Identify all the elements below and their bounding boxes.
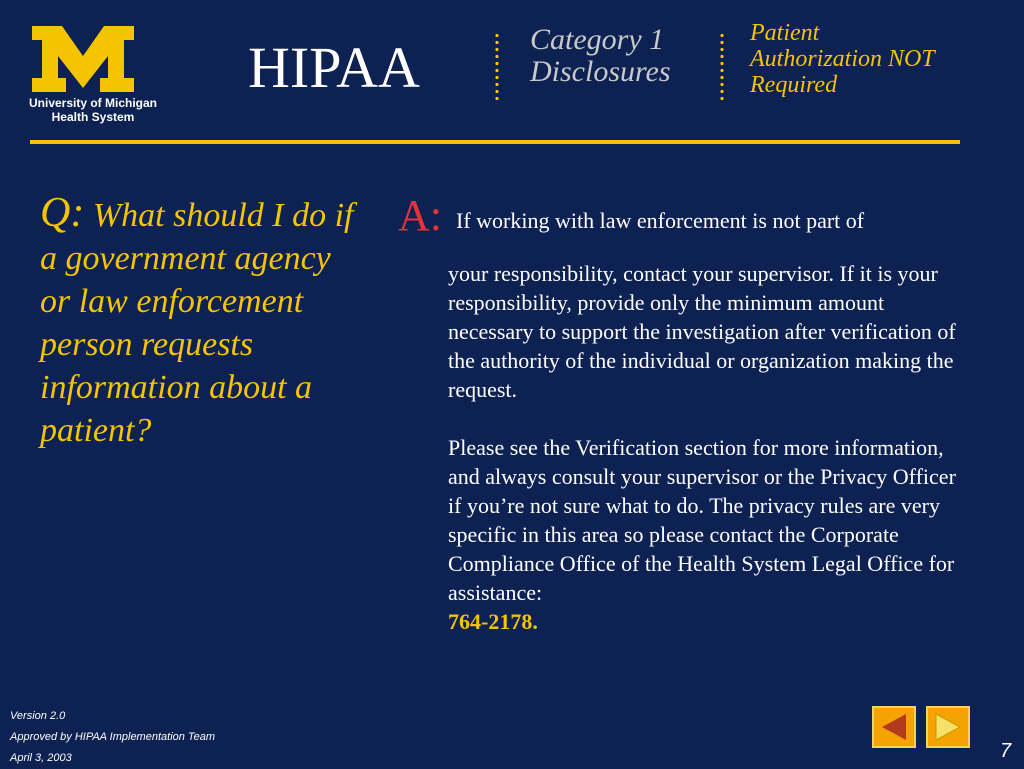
category-line-2: Disclosures <box>530 55 671 88</box>
answer-first-line: If working with law enforcement is not part of <box>456 208 865 233</box>
category-line-1: Category 1 <box>530 23 665 56</box>
footer-version: Version 2.0 <box>10 710 66 722</box>
dotted-divider <box>495 32 499 104</box>
patient-note-line-2: Authorization NOT <box>750 46 935 72</box>
category-heading <box>530 24 671 88</box>
page-title: HIPAA <box>248 35 420 100</box>
question-text: What should I do if a government agency or law enforcement person requests information about a patient? <box>40 197 354 449</box>
umich-logo <box>28 26 158 124</box>
block-m-logo-icon <box>28 26 138 92</box>
page-number: 7 <box>1000 740 1012 762</box>
dotted-divider <box>720 32 724 104</box>
patient-authorization-note <box>750 20 935 98</box>
previous-slide-button[interactable] <box>872 706 916 748</box>
patient-note-line-3: Required <box>750 72 838 98</box>
question-label: Q: <box>40 190 85 236</box>
answer-paragraph-1: your responsibility, contact your supervisor. If it is your responsibility, provide only the minimum amount necessary to support the investigation after verification of the authority of the individual or organization making the request. <box>448 261 956 402</box>
triangle-right-icon <box>928 708 968 746</box>
footer <box>10 706 215 769</box>
footer-approved: Approved by HIPAA Implementation Team <box>10 731 216 743</box>
triangle-left-icon <box>874 708 914 746</box>
patient-note-line-1: Patient <box>750 20 820 46</box>
contact-phone: 764-2178. <box>448 609 538 634</box>
footer-date: April 3, 2003 <box>10 752 72 764</box>
answer-paragraph-2: Please see the Verification section for more information, and always consult your supervisor or the Privacy Officer if you’re not sure what to do. The privacy rules are very specific in this area so please contact the Corporate Compliance Office of the Health System Legal Office for assistance: <box>448 435 956 605</box>
logo-line-1: University of Michigan <box>28 96 158 110</box>
logo-line-2: Health System <box>51 110 135 124</box>
question-block <box>40 192 360 452</box>
header-rule <box>30 140 960 144</box>
next-slide-button[interactable] <box>926 706 970 748</box>
answer-label: A: <box>398 191 442 240</box>
answer-block <box>398 190 978 636</box>
